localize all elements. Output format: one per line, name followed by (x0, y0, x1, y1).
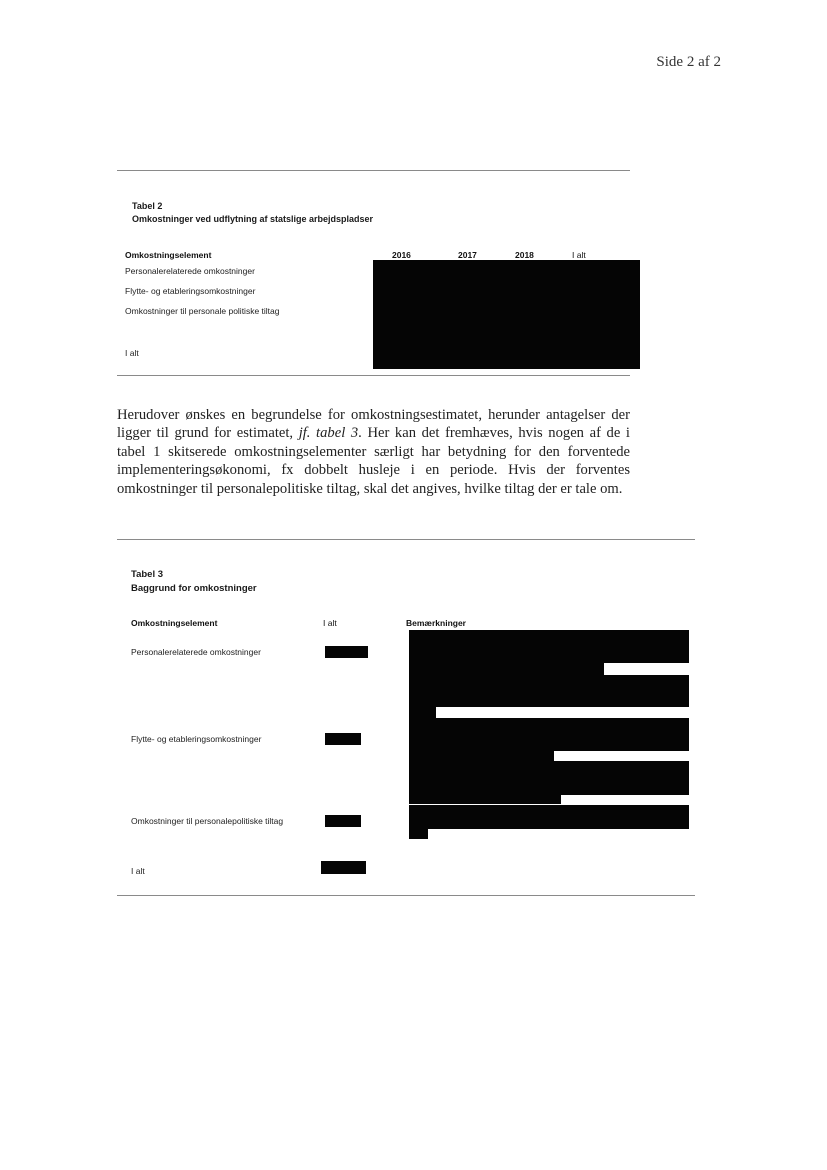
table2-col-2017: 2017 (458, 250, 477, 260)
table2-col-2016: 2016 (392, 250, 411, 260)
table2-label: Tabel 2 (132, 201, 163, 211)
table3-bottom-rule (117, 895, 695, 896)
table3-row-personnel: Personalerelaterede omkostninger (131, 647, 261, 657)
table2-row-relocation: Flytte- og etableringsomkostninger (125, 286, 256, 296)
table3-row-relocation: Flytte- og etableringsomkostninger (131, 734, 262, 744)
table3-remarks-redaction-2 (409, 663, 604, 675)
table3-total-redaction-1 (325, 646, 368, 658)
table3-remarks-redaction-6 (409, 751, 554, 761)
table3-remarks-redaction-1 (409, 630, 689, 663)
table3-remarks-redaction-4 (409, 707, 436, 718)
table3-remarks-redaction-10 (409, 829, 428, 839)
table3-row-hr-policy: Omkostninger til personalepolitiske tiltag (131, 816, 284, 826)
table3-title: Baggrund for omkostninger (131, 583, 257, 594)
table2-title: Omkostninger ved udflytning af statslige arbejdspladser (132, 214, 374, 224)
table3-label: Tabel 3 (131, 569, 164, 580)
table2-top-rule (117, 170, 630, 171)
table2-row-total: I alt (125, 348, 139, 358)
page-number: Side 2 af 2 (656, 54, 721, 70)
table2-redaction-block (373, 260, 640, 369)
table2-row-hr-policy: Omkostninger til personale politiske tiltag (125, 306, 280, 316)
table3-row-total: I alt (131, 866, 145, 876)
paragraph-table-ref: jf. tabel 3 (298, 425, 359, 442)
table3-top-rule (117, 539, 695, 540)
table3-col-total: I alt (323, 618, 337, 628)
table2-bottom-rule (117, 375, 630, 376)
paragraph-part2: . Her kan det fremhæves, hvis nogen af de i tabel 1 skitserede omkostningselementer særligt har betydning for den forventede implementeringsøkonomi, fx dobbelt husleje i en periode. Hvis der forventes omkostninger til personalepolitiske tiltag, skal det angives, hvilke tiltag der er tale om. (117, 425, 630, 497)
table2-col-2018: 2018 (515, 250, 534, 260)
table3-remarks-redaction-3 (409, 675, 689, 707)
table3-remarks-redaction-8 (409, 795, 561, 804)
paragraph-part1: Herudover ønskes en begrundelse for omkostningsestimatet, herunder antagelser der ligger til grund for estimatet, (117, 407, 630, 442)
table3-remarks-redaction-7 (409, 761, 689, 795)
table3-total-redaction-2 (325, 733, 361, 745)
table2-col-element: Omkostningselement (125, 250, 212, 260)
table2-row-personnel: Personalerelaterede omkostninger (125, 266, 255, 276)
body-paragraph (117, 406, 630, 498)
table2-col-total: I alt (572, 250, 586, 260)
table3-col-remarks: Bemærkninger (406, 618, 466, 628)
table3-remarks-redaction-9 (409, 805, 689, 829)
table3-total-redaction-4 (321, 861, 366, 874)
table3-remarks-redaction-5 (409, 718, 689, 751)
table3-col-element: Omkostningselement (131, 618, 218, 628)
table3-total-redaction-3 (325, 815, 361, 827)
